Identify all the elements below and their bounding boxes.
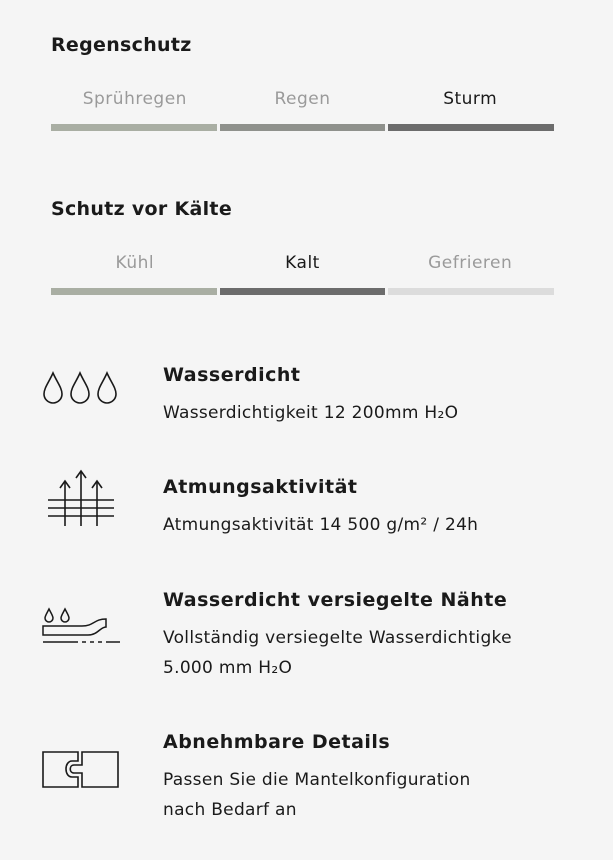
rain-protection-scale	[51, 89, 554, 131]
detachable-details-icon	[42, 749, 122, 795]
rain-level-rain: Regen	[274, 89, 331, 109]
sealed-seams-icon	[42, 607, 122, 651]
cold-level-cold: Kalt	[285, 253, 320, 273]
rain-bar-segment-1	[51, 124, 217, 131]
feature-description-line-2: 5.000 mm H₂O	[163, 658, 293, 678]
feature-description: Atmungsaktivität 14 500 g/m² / 24h	[163, 515, 479, 535]
feature-title: Atmungsaktivität	[163, 476, 358, 498]
water-drops-icon	[42, 370, 122, 410]
rain-bar-segment-2	[220, 124, 386, 131]
cold-level-cool: Kühl	[115, 253, 155, 273]
feature-description-line-1: Vollständig versiegelte Wasserdichtigke	[163, 628, 512, 648]
cold-bar-segment-3	[388, 288, 554, 295]
cold-protection-scale	[51, 253, 554, 295]
feature-description-line-1: Passen Sie die Mantelkonfiguration	[163, 770, 471, 790]
cold-protection-title: Schutz vor Kälte	[51, 198, 233, 220]
feature-description: Wasserdichtigkeit 12 200mm H₂O	[163, 403, 459, 423]
rain-protection-title: Regenschutz	[51, 34, 192, 56]
breathability-arrows-icon	[46, 468, 116, 534]
cold-level-freezing: Gefrieren	[428, 253, 513, 273]
cold-bar-segment-1	[51, 288, 217, 295]
cold-bar-segment-2	[220, 288, 386, 295]
feature-title: Abnehmbare Details	[163, 731, 391, 753]
rain-level-drizzle: Sprühregen	[82, 89, 187, 109]
feature-title: Wasserdicht versiegelte Nähte	[163, 589, 508, 611]
rain-level-storm: Sturm	[443, 89, 498, 109]
feature-description-line-2: nach Bedarf an	[163, 800, 297, 820]
feature-title: Wasserdicht	[163, 364, 301, 386]
rain-bar-segment-3	[388, 124, 554, 131]
